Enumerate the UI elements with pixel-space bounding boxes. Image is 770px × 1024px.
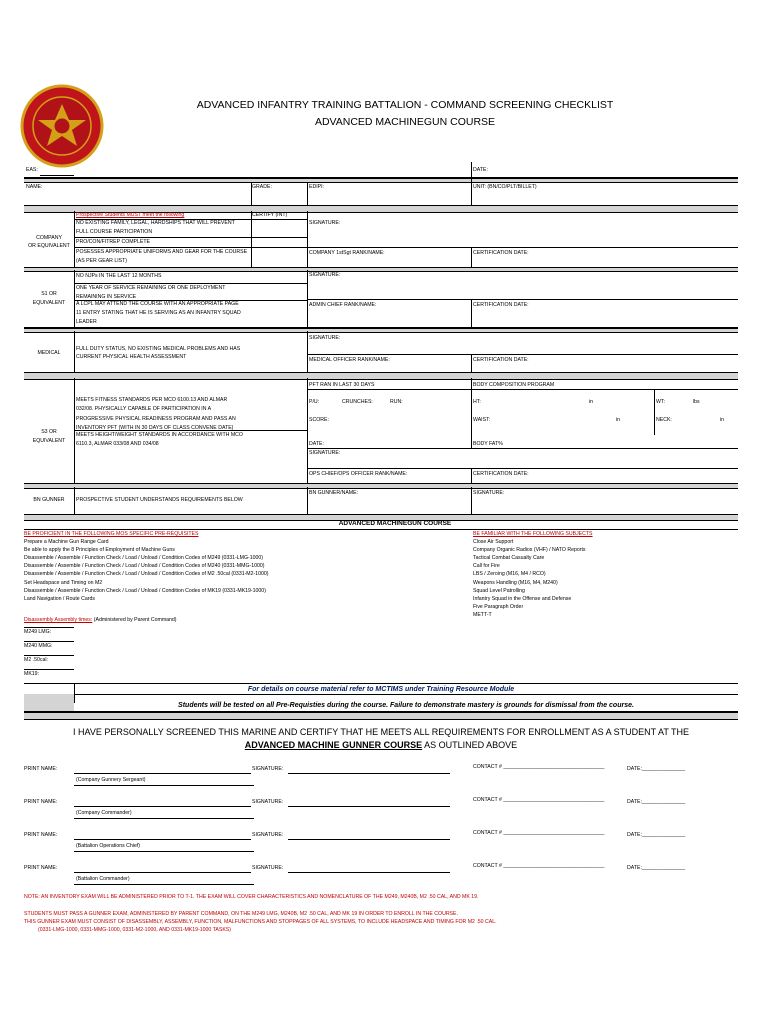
subject-item: Five Paragraph Order [473, 603, 524, 610]
note-line: NOTE: AN INVENTORY EXAM WILL BE ADMINISTERED PRIOR TO T-1. THE EXAM WILL COVER CHARACTERISTICS AND NOMENCLATURE OF THE M249, M240B, M2 .50 CAL, AND MK 19. [24, 894, 479, 900]
s3-item: MEETS HEIGHT/WEIGHT STANDARDS IN ACCORDANCE WITH MCO [76, 432, 243, 438]
print-name-line [74, 773, 251, 774]
date-field[interactable]: DATE:_______________ [627, 766, 686, 772]
familiar-heading: BE FAMILIAR WITH THE FOLLOWING SUBJECTS [473, 531, 593, 537]
date-field[interactable]: DATE:_______________ [627, 832, 686, 838]
prereq-item: Be able to apply the 8 Principles of Employment of Machine Guns [24, 547, 175, 554]
edipi-field[interactable]: EDIPI: [309, 184, 324, 190]
note-line: (0331-LMG-1000, 0331-MMG-1000, 0331-M2-1000, AND 0331-MK19-1000 TASKS) [38, 927, 231, 933]
time-field[interactable]: MK19: [24, 671, 39, 677]
note-line: STUDENTS MUST PASS A GUNNER EXAM, ADMINISTERED BY PARENT COMMAND, ON THE M249 LMG, M240B, M2 .50 CAL, AND MK 19 IN ORDER TO ENROLL IN THE COURSE. [24, 911, 458, 917]
subject-item: Call for Fire [473, 563, 500, 570]
s3-signature[interactable]: SIGNATURE: [309, 450, 341, 456]
s3-item: INVENTORY PFT (WITH IN 30 DAYS OF CLASS CONVENE DATE) [76, 425, 234, 431]
bn-gunner-rank[interactable]: BN GUNNER/NAME: [309, 490, 358, 496]
role-label: (Battalion Operations Chief) [76, 843, 141, 849]
s1-item: ONE YEAR OF SERVICE REMAINING OR ONE DEPLOYMENT [76, 285, 226, 291]
prereq-item: Disassemble / Assemble / Function Check / Load / Unload / Condition Codes of MK19 (0331-MK19-1000) [24, 587, 266, 594]
certify-label: CERTIFY (INT) [252, 212, 288, 218]
page-title: ADVANCED INFANTRY TRAINING BATTALION - COMMAND SCREENING CHECKLIST [196, 99, 614, 111]
tested-note: Students will be tested on all Pre-Requisties during the course. Failure to demonstrate mastery is grounds for dismissal from the course. [178, 702, 634, 709]
s3-date-field[interactable]: DATE: [309, 441, 324, 447]
prereq-heading: BE PROFICIENT IN THE FOLLOWING MOS SPECIFIC PRE-REQUISITES [24, 531, 199, 537]
details-note: For details on course material refer to MCTIMS under Training Resource Module [247, 686, 515, 693]
medical-label: MEDICAL [37, 350, 61, 356]
signature-line [288, 773, 450, 774]
s3-label: S3 OR EQUIVALENT [32, 429, 66, 444]
name-field[interactable]: NAME: [26, 184, 43, 190]
contact-field[interactable]: CONTACT # ___________________________________ [473, 830, 605, 836]
prereq-item: Disassemble / Assemble / Function Check / Load / Unload / Condition Codes of M240 (0331-MMG-1000) [24, 563, 265, 570]
role-line [74, 785, 254, 786]
print-name-field[interactable]: PRINT NAME: [24, 865, 58, 871]
signature-field[interactable]: SIGNATURE: [252, 799, 284, 805]
print-name-field[interactable]: PRINT NAME: [24, 766, 58, 772]
subject-item: Tactical Combat Casualty Care [473, 555, 545, 562]
neck-field[interactable]: NECK: [656, 417, 672, 423]
date-label: DATE: [473, 167, 488, 173]
course-title: ADVANCED MACHINEGUN COURSE [338, 520, 452, 527]
subject-item: Squad Level Patrolling [473, 587, 525, 594]
waist-field[interactable]: WAIST: [473, 417, 491, 423]
s1-cert-date[interactable]: CERTIFICATION DATE: [473, 302, 529, 308]
company-signature[interactable]: SIGNATURE: [309, 220, 341, 226]
s3-item: PROGRESSIVE PHYSICAL READINESS PROGRAM AND PASS AN [76, 416, 236, 422]
contact-field[interactable]: CONTACT # ___________________________________ [473, 764, 605, 770]
role-label: (Company Gunnery Sergeant) [76, 777, 146, 783]
role-label: (Company Commander) [76, 810, 132, 816]
s3-item: 032/08. PHYSICALLY CAPABLE OF PARTICIPATION IN A [76, 406, 212, 412]
s3-item: MEETS FITNESS STANDARDS PER MCO 6100.13 AND ALMAR [76, 397, 228, 403]
role-line [74, 818, 254, 819]
role-label: (Battalion Commander) [76, 876, 130, 882]
time-field[interactable]: M249 LMG: [24, 629, 52, 635]
role-line [74, 884, 254, 885]
prereq-item: Prepare a Machine Gun Range Card [24, 539, 109, 545]
role-line [74, 851, 254, 852]
medical-item: FULL DUTY STATUS, NO EXISTING MEDICAL PROBLEMS AND HAS [76, 346, 241, 352]
gray-band [24, 267, 738, 272]
prereq-item: Disassemble / Assemble / Function Check / Load / Unload / Condition Codes of M2 .50cal (0331-M2-1000) [24, 571, 269, 578]
bn-gunner-item: PROSPECTIVE STUDENT UNDERSTANDS REQUIREMENTS BELOW [76, 497, 243, 503]
unit-field[interactable]: UNIT: (BN/CO/PLT/BILLET) [473, 184, 537, 190]
date-field[interactable]: DATE:_______________ [627, 865, 686, 871]
s3-rank[interactable]: OPS CHIEF/OPS OFFICER RANK/NAME: [309, 471, 408, 477]
gray-band [24, 483, 738, 489]
score-field[interactable]: SCORE: [309, 417, 329, 423]
company-rank[interactable]: COMPANY 1stSgt RANK/NAME: [309, 250, 385, 256]
bn-gunner-label: BN GUNNER [33, 497, 65, 503]
medical-rank[interactable]: MEDICAL OFFICER RANK/NAME: [309, 357, 390, 363]
print-name-line [74, 839, 251, 840]
company-item: (AS PER GEAR LIST) [76, 258, 128, 264]
s1-rank[interactable]: ADMIN CHIEF RANK/NAME: [309, 302, 377, 308]
time-field[interactable]: M2 .50cal: [24, 657, 48, 663]
s1-item: REMAINING IN SERVICE [76, 294, 137, 300]
subject-item: Infantry Squad in the Offense and Defense [473, 595, 572, 602]
unit-lbs: lbs [693, 399, 700, 405]
subject-item: Weapons Handling (M16, M4, M240) [473, 579, 558, 586]
gray-band [24, 328, 738, 333]
subject-item: Close Air Support [473, 539, 514, 545]
company-item: PRO/CON/FITREP COMPLETE [76, 239, 150, 245]
usmc-seal-icon [20, 84, 104, 168]
print-name-line [74, 872, 251, 873]
company-cert-date[interactable]: CERTIFICATION DATE: [473, 250, 529, 256]
prereq-item: Land Navigation / Route Cards [24, 595, 95, 602]
prospective-note: Prospective Students MUST meet the following [76, 212, 185, 218]
company-item: POSESSES APPROPRIATE UNIFORMS AND GEAR FOR THE COURSE [76, 249, 248, 255]
pft-ran-label: PFT RAN IN LAST 30 DAYS [309, 382, 375, 388]
certify-statement: I HAVE PERSONALLY SCREENED THIS MARINE AND CERTIFY THAT HE MEETS ALL REQUIREMENTS FOR ENROLLMENT AS A STUDENT AT THE [73, 727, 689, 737]
signature-field[interactable]: SIGNATURE: [252, 865, 284, 871]
page-subtitle: ADVANCED MACHINEGUN COURSE [314, 116, 496, 128]
medical-signature[interactable]: SIGNATURE: [309, 335, 341, 341]
eas-label: EAS: [26, 167, 38, 173]
print-name-field[interactable]: PRINT NAME: [24, 799, 58, 805]
prereq-item: Set Headspace and Timing on M2 [24, 579, 103, 586]
wt-field[interactable]: WT: [656, 399, 665, 405]
certify-statement-2: ADVANCED MACHINE GUNNER COURSE AS OUTLINED ABOVE [244, 740, 518, 750]
crunches-field[interactable]: CRUNCHES: [342, 399, 373, 405]
signature-line [288, 806, 450, 807]
time-field[interactable]: M240 MMG: [24, 643, 53, 649]
signature-line [288, 872, 450, 873]
medical-cert-date[interactable]: CERTIFICATION DATE: [473, 357, 529, 363]
subject-item: LBS / Zeroing (M16, M4 / RCO) [473, 571, 546, 578]
date-field[interactable]: DATE:_______________ [627, 799, 686, 805]
signature-field[interactable]: SIGNATURE: [252, 766, 284, 772]
contact-field[interactable]: CONTACT # ___________________________________ [473, 863, 605, 869]
company-item: FULL COURSE PARTICIPATION [76, 229, 153, 235]
bn-gunner-signature[interactable]: SIGNATURE: [473, 490, 505, 496]
print-name-field[interactable]: PRINT NAME: [24, 832, 58, 838]
gray-band [24, 372, 738, 380]
medical-item: CURRENT PHYSICAL HEALTH ASSESSMENT [76, 354, 187, 360]
pu-field[interactable]: P/U: [309, 399, 320, 405]
ht-field[interactable]: HT: [473, 399, 481, 405]
s1-signature[interactable]: SIGNATURE: [309, 272, 341, 278]
disassembly-times: Disassembly Assembly times: (Administered by Parent Command) [24, 617, 177, 623]
gray-band [24, 178, 738, 183]
unit-in: in [720, 417, 725, 423]
s3-cert-date[interactable]: CERTIFICATION DATE: [473, 471, 529, 477]
note-line: THIS GUNNER EXAM MUST CONSIST OF DISASSEMBLY, ASSEMBLY, FUNCTION, MALFUNCTIONS AND STOPPAGES OF ALL SYSTEMS, TO INCLUDE HEADSPACE AND TIMING FOR M2 .50 CAL. [24, 919, 497, 925]
s3-item: 6110.3, ALMAR 033/08 AND 034/08 [76, 441, 159, 447]
company-item: NO EXISTING FAMILY, LEGAL, HARDSHIPS THAT WILL PREVENT [76, 220, 235, 226]
gray-band [24, 712, 738, 720]
s1-item: NO NJPs IN THE LAST 12 MONTHS [76, 273, 162, 279]
eas-line [40, 175, 74, 176]
signature-field[interactable]: SIGNATURE: [252, 832, 284, 838]
body-fat-field[interactable]: BODY FAT% [473, 441, 503, 447]
subject-item: Company Organic Radios (VHF) / NATO Reports [473, 547, 586, 554]
body-comp-label: BODY COMPOSITION PROGRAM [473, 382, 555, 388]
s1-item: A LCPL MAY ATTEND THE COURSE WITH AN APPROPRIATE PAGE [76, 301, 239, 307]
prereq-item: Disassemble / Assemble / Function Check / Load / Unload / Condition Codes of M249 (0331-LMG-1000) [24, 555, 264, 562]
unit-in: in [589, 399, 594, 405]
s1-item: 11 ENTRY STATING THAT HE IS SERVING AS AN INFANTRY SQUAD [76, 310, 241, 316]
run-field[interactable]: RUN: [390, 399, 403, 405]
gray-band [24, 694, 74, 711]
signature-line [288, 839, 450, 840]
grade-field[interactable]: GRADE: [252, 184, 272, 190]
s1-label: S1 OR EQUIVALENT [32, 291, 66, 306]
company-label: COMPANY OR EQUIVALENT [28, 235, 70, 249]
contact-field[interactable]: CONTACT # ___________________________________ [473, 797, 605, 803]
print-name-line [74, 806, 251, 807]
s1-item: LEADER [76, 319, 97, 325]
subject-item: METT-T [473, 611, 492, 618]
unit-in: in [616, 417, 621, 423]
